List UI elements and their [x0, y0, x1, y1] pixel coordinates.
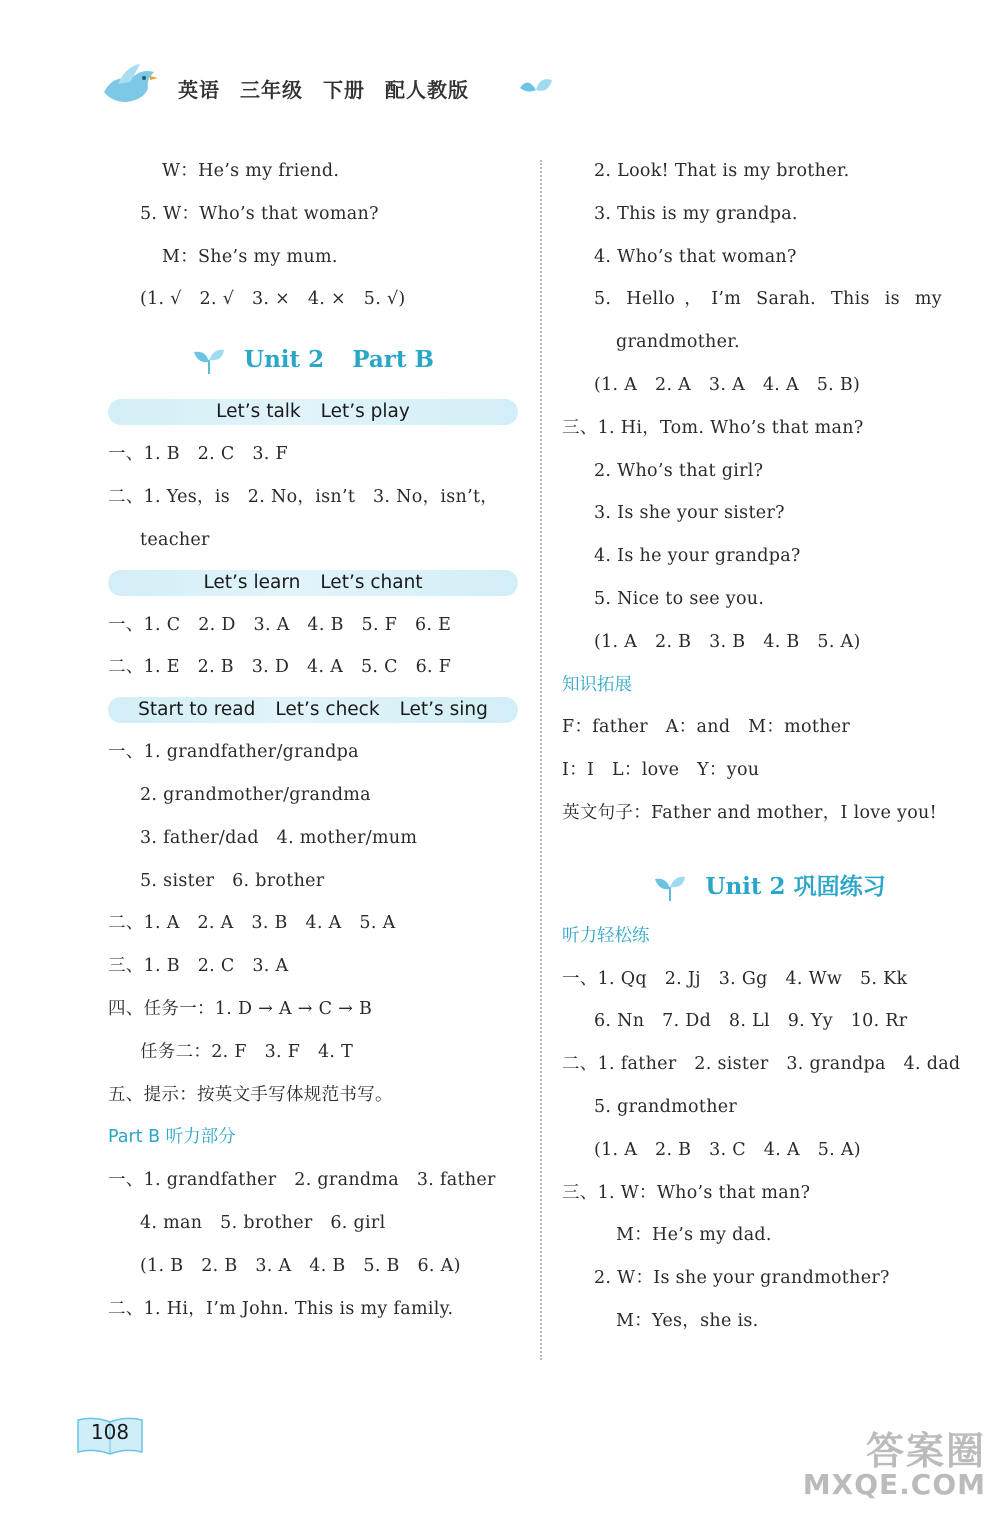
page-number-badge — [76, 1416, 144, 1458]
section-title: Let’s learn — [203, 571, 301, 593]
answer-line: 三、1. W：Who’s that man? — [562, 1182, 811, 1203]
answer-line: grandmother. — [616, 332, 740, 353]
section-band — [108, 399, 518, 425]
answer-key-line: (1. A 2. A 3. A 4. A 5. B) — [594, 374, 861, 395]
answer-line: I：I L：love Y：you — [562, 760, 760, 781]
page-header — [100, 62, 600, 112]
answer-line: 一、1. grandfather 2. grandma 3. father — [108, 1170, 496, 1191]
answer-line: 一、1. B 2. C 3. F — [108, 444, 288, 465]
section-title: Let’s chant — [320, 571, 423, 593]
answer-line: F：father A：and M：mother — [562, 717, 851, 738]
book-title — [178, 74, 489, 103]
section-title: Let’s talk — [216, 401, 301, 423]
subject-label: 英语 — [178, 78, 220, 102]
answer-line: 二、1. Yes，is 2. No，isn’t 3. No，isn’t， — [108, 486, 499, 507]
section-title: Let’s check — [275, 699, 380, 721]
unit-title: Unit 2 — [244, 346, 325, 374]
watermark-url: MXQE.COM — [802, 1468, 986, 1501]
listening-label: 听力轻松练 — [562, 925, 650, 946]
answer-line: teacher — [140, 529, 210, 550]
answer-line: M：She’s my mum. — [162, 246, 338, 267]
answer-line: 5. Nice to see you. — [594, 588, 765, 609]
part-title: Part B — [352, 346, 434, 374]
page-number: 108 — [90, 1420, 130, 1444]
answer-line: 5. sister 6. brother — [140, 870, 325, 891]
unit-title: Unit 2 巩固练习 — [705, 872, 886, 900]
unit-heading — [108, 329, 518, 391]
knowledge-label: 知识拓展 — [562, 674, 632, 695]
answer-line: 四、任务一：1. D → A → C → B — [108, 998, 373, 1019]
answer-line: 二、1. father 2. sister 3. grandpa 4. dad — [562, 1054, 961, 1075]
answer-line: 一、1. C 2. D 3. A 4. B 5. F 6. E — [108, 614, 452, 635]
answer-key-line: (1. A 2. B 3. B 4. B 5. A) — [594, 631, 861, 652]
answer-line: 3. Is she your sister? — [594, 503, 785, 524]
answer-key-line: (1. √ 2. √ 3. × 4. × 5. √) — [140, 289, 406, 310]
answer-line: 4. man 5. brother 6. girl — [140, 1212, 386, 1233]
leaf-icon — [653, 875, 687, 901]
section-band — [108, 697, 518, 723]
section-title: Let’s sing — [399, 699, 488, 721]
leaf-icon — [518, 76, 554, 98]
answer-line: 6. Nn 7. Dd 8. Ll 9. Yy 10. Rr — [594, 1011, 908, 1032]
answer-key-line: (1. B 2. B 3. A 4. B 5. B 6. A) — [140, 1255, 461, 1276]
section-title: Let’s play — [320, 401, 410, 423]
grade-label: 三年级 — [240, 78, 303, 102]
answer-line: 5. W：Who’s that woman? — [140, 203, 379, 224]
answer-line: 2. Who’s that girl? — [594, 460, 764, 481]
section-title: Start to read — [138, 699, 256, 721]
watermark-logo: 答案圈 — [865, 1429, 986, 1473]
left-column — [108, 150, 518, 1330]
right-column — [562, 150, 977, 1343]
answer-line: 一、1. Qq 2. Jj 3. Gg 4. Ww 5. Kk — [562, 968, 908, 989]
volume-label: 下册 — [323, 78, 365, 102]
answer-line: 三、1. B 2. C 3. A — [108, 956, 289, 977]
answer-line: 4. Who’s that woman? — [594, 246, 797, 267]
bird-icon — [100, 62, 162, 108]
answer-line: 3. This is my grandpa. — [594, 203, 798, 224]
answer-line: 三、1. Hi，Tom. Who’s that man? — [562, 417, 864, 438]
watermark — [802, 1420, 990, 1506]
answer-line: 任务二：2. F 3. F 4. T — [140, 1041, 354, 1062]
answer-line: 2. grandmother/grandma — [140, 784, 371, 805]
edition-label: 配人教版 — [385, 78, 469, 102]
answer-line: 2. W：Is she your grandmother? — [594, 1268, 890, 1289]
answer-line: M：Yes，she is. — [616, 1310, 759, 1331]
answer-line: 五、提示：按英文手写体规范书写。 — [108, 1084, 393, 1105]
answer-line: 二、1. E 2. B 3. D 4. A 5. C 6. F — [108, 657, 452, 678]
answer-line: 5. grandmother — [594, 1096, 738, 1117]
answer-line: 二、1. Hi，I’m John. This is my family. — [108, 1298, 454, 1319]
answer-line: W：He’s my friend. — [162, 161, 340, 181]
column-divider — [540, 160, 542, 1360]
answer-line: 3. father/dad 4. mother/mum — [140, 827, 418, 848]
answer-line: 一、1. grandfather/grandpa — [108, 742, 359, 763]
answer-line: 英文句子：Father and mother，I love you! — [562, 802, 937, 823]
unit-heading — [562, 859, 977, 915]
answer-line: 4. Is he your grandpa? — [594, 546, 801, 567]
answer-line: 2. Look! That is my brother. — [594, 161, 850, 181]
listening-label: Part B 听力部分 — [108, 1127, 236, 1148]
answer-line: M：He’s my dad. — [616, 1225, 772, 1246]
answer-key-line: (1. A 2. B 3. C 4. A 5. A) — [594, 1139, 861, 1160]
answer-line: 5. Hello，I’m Sarah. This is my — [594, 289, 942, 310]
leaf-icon — [192, 348, 226, 374]
answer-line: 二、1. A 2. A 3. B 4. A 5. A — [108, 913, 396, 934]
section-band — [108, 570, 518, 596]
